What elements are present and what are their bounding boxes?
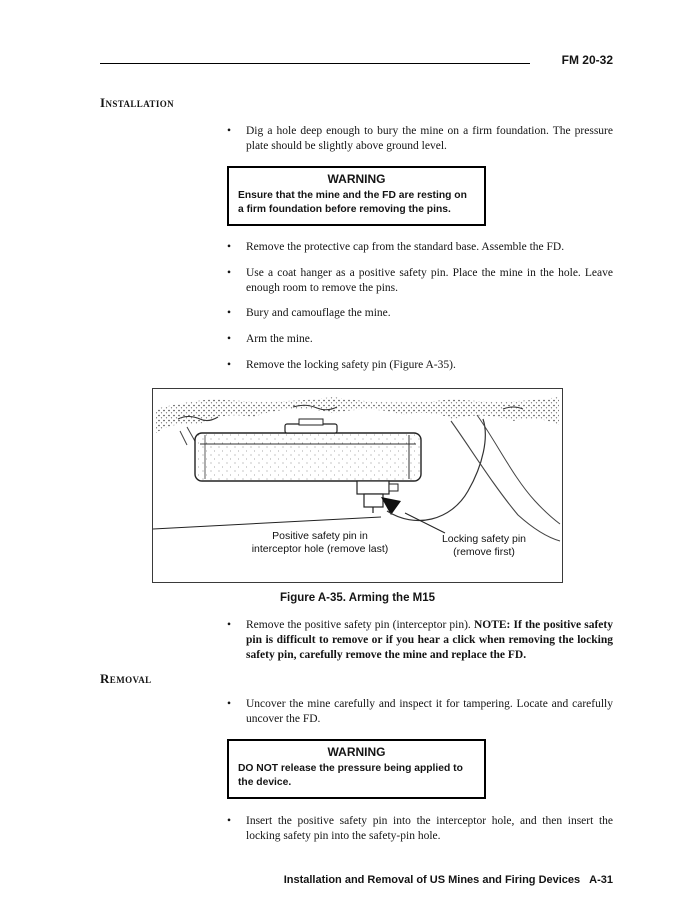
bullet-marker: • <box>227 698 232 711</box>
warning-title: WARNING <box>327 744 386 759</box>
bullet-item <box>227 306 613 321</box>
footer-text: Installation and Removal of US Mines and Firing Devices <box>283 873 581 886</box>
page-header <box>100 52 613 67</box>
warning-text: DO NOT release the pressure being applied to the device. <box>238 762 463 788</box>
bullet-text <box>246 618 613 663</box>
mine-body <box>195 419 421 481</box>
bullet-text: Uncover the mine carefully and inspect it for tampering. Locate and carefully uncover the FD. <box>246 698 613 726</box>
bullet-marker: • <box>227 240 232 253</box>
bullet-item <box>227 240 613 255</box>
bullet-text: Remove the protective cap from the standard base. Assemble the FD. <box>246 240 565 253</box>
bullet-marker: • <box>227 619 232 632</box>
bullet-item <box>227 814 613 844</box>
figure-illustration <box>153 389 562 582</box>
arrowhead-icon <box>381 497 401 515</box>
warning-box-installation <box>227 166 486 226</box>
bullet-marker: • <box>227 333 232 346</box>
label-locking-pin: (remove first) <box>453 546 515 559</box>
doc-id: FM 20-32 <box>561 53 613 67</box>
bullet-marker: • <box>227 266 232 279</box>
bullet-text: Dig a hole deep enough to bury the mine on a firm foundation. The pressure plate should be slightly above ground level. <box>246 125 613 152</box>
header-rule <box>100 63 530 64</box>
label-locking-pin: Locking safety pin <box>441 533 527 546</box>
figure-caption: Figure A-35. Arming the M15 <box>279 592 436 605</box>
bullet-text: Arm the mine. <box>246 333 313 346</box>
label-positive-pin: interceptor hole (remove last) <box>251 543 389 556</box>
bullet-marker: • <box>227 125 232 137</box>
warning-box-removal <box>227 739 486 799</box>
bullet-text: Insert the positive safety pin into the interceptor hole, and then insert the locking safety pin into the safety-pin hole. <box>246 814 613 842</box>
bullet-text: Bury and camouflage the mine. <box>246 307 391 320</box>
bullet-item <box>227 697 613 727</box>
pointer-line <box>405 513 445 533</box>
warning-title: WARNING <box>327 171 386 186</box>
footer-page-number: A-31 <box>589 873 613 886</box>
bullet-marker: • <box>227 359 232 372</box>
figure-box <box>152 388 563 583</box>
bullet-text-note: NOTE: If the positive safety pin is difficult to remove or if you hear a click when removing the locking safety pin, carefully remove the mine and replace the FD. <box>246 619 613 662</box>
ground <box>156 397 559 433</box>
bullet-marker: • <box>227 814 232 827</box>
section-heading-installation: Installation <box>100 95 175 110</box>
warning-text: Ensure that the mine and the FD are resting on a firm foundation before removing the pins. <box>238 189 467 215</box>
bullet-text: Use a coat hanger as a positive safety pin. Place the mine in the hole. Leave enough room to remove the pins. <box>246 266 613 294</box>
label-positive-pin: Positive safety pin in <box>272 530 368 543</box>
bullet-text-normal: Remove the positive safety pin (interceptor pin). <box>246 619 474 632</box>
bullet-item <box>227 358 613 373</box>
section-heading-removal: Removal <box>100 671 152 687</box>
pointer-line <box>153 517 381 529</box>
bullet-text: Remove the locking safety pin (Figure A-35). <box>246 359 456 372</box>
bullet-marker: • <box>227 307 232 320</box>
bullet-item <box>227 266 613 296</box>
page-footer <box>100 874 613 886</box>
bullet-item <box>227 124 613 154</box>
bullet-item <box>227 332 613 347</box>
bullet-item <box>227 618 613 663</box>
